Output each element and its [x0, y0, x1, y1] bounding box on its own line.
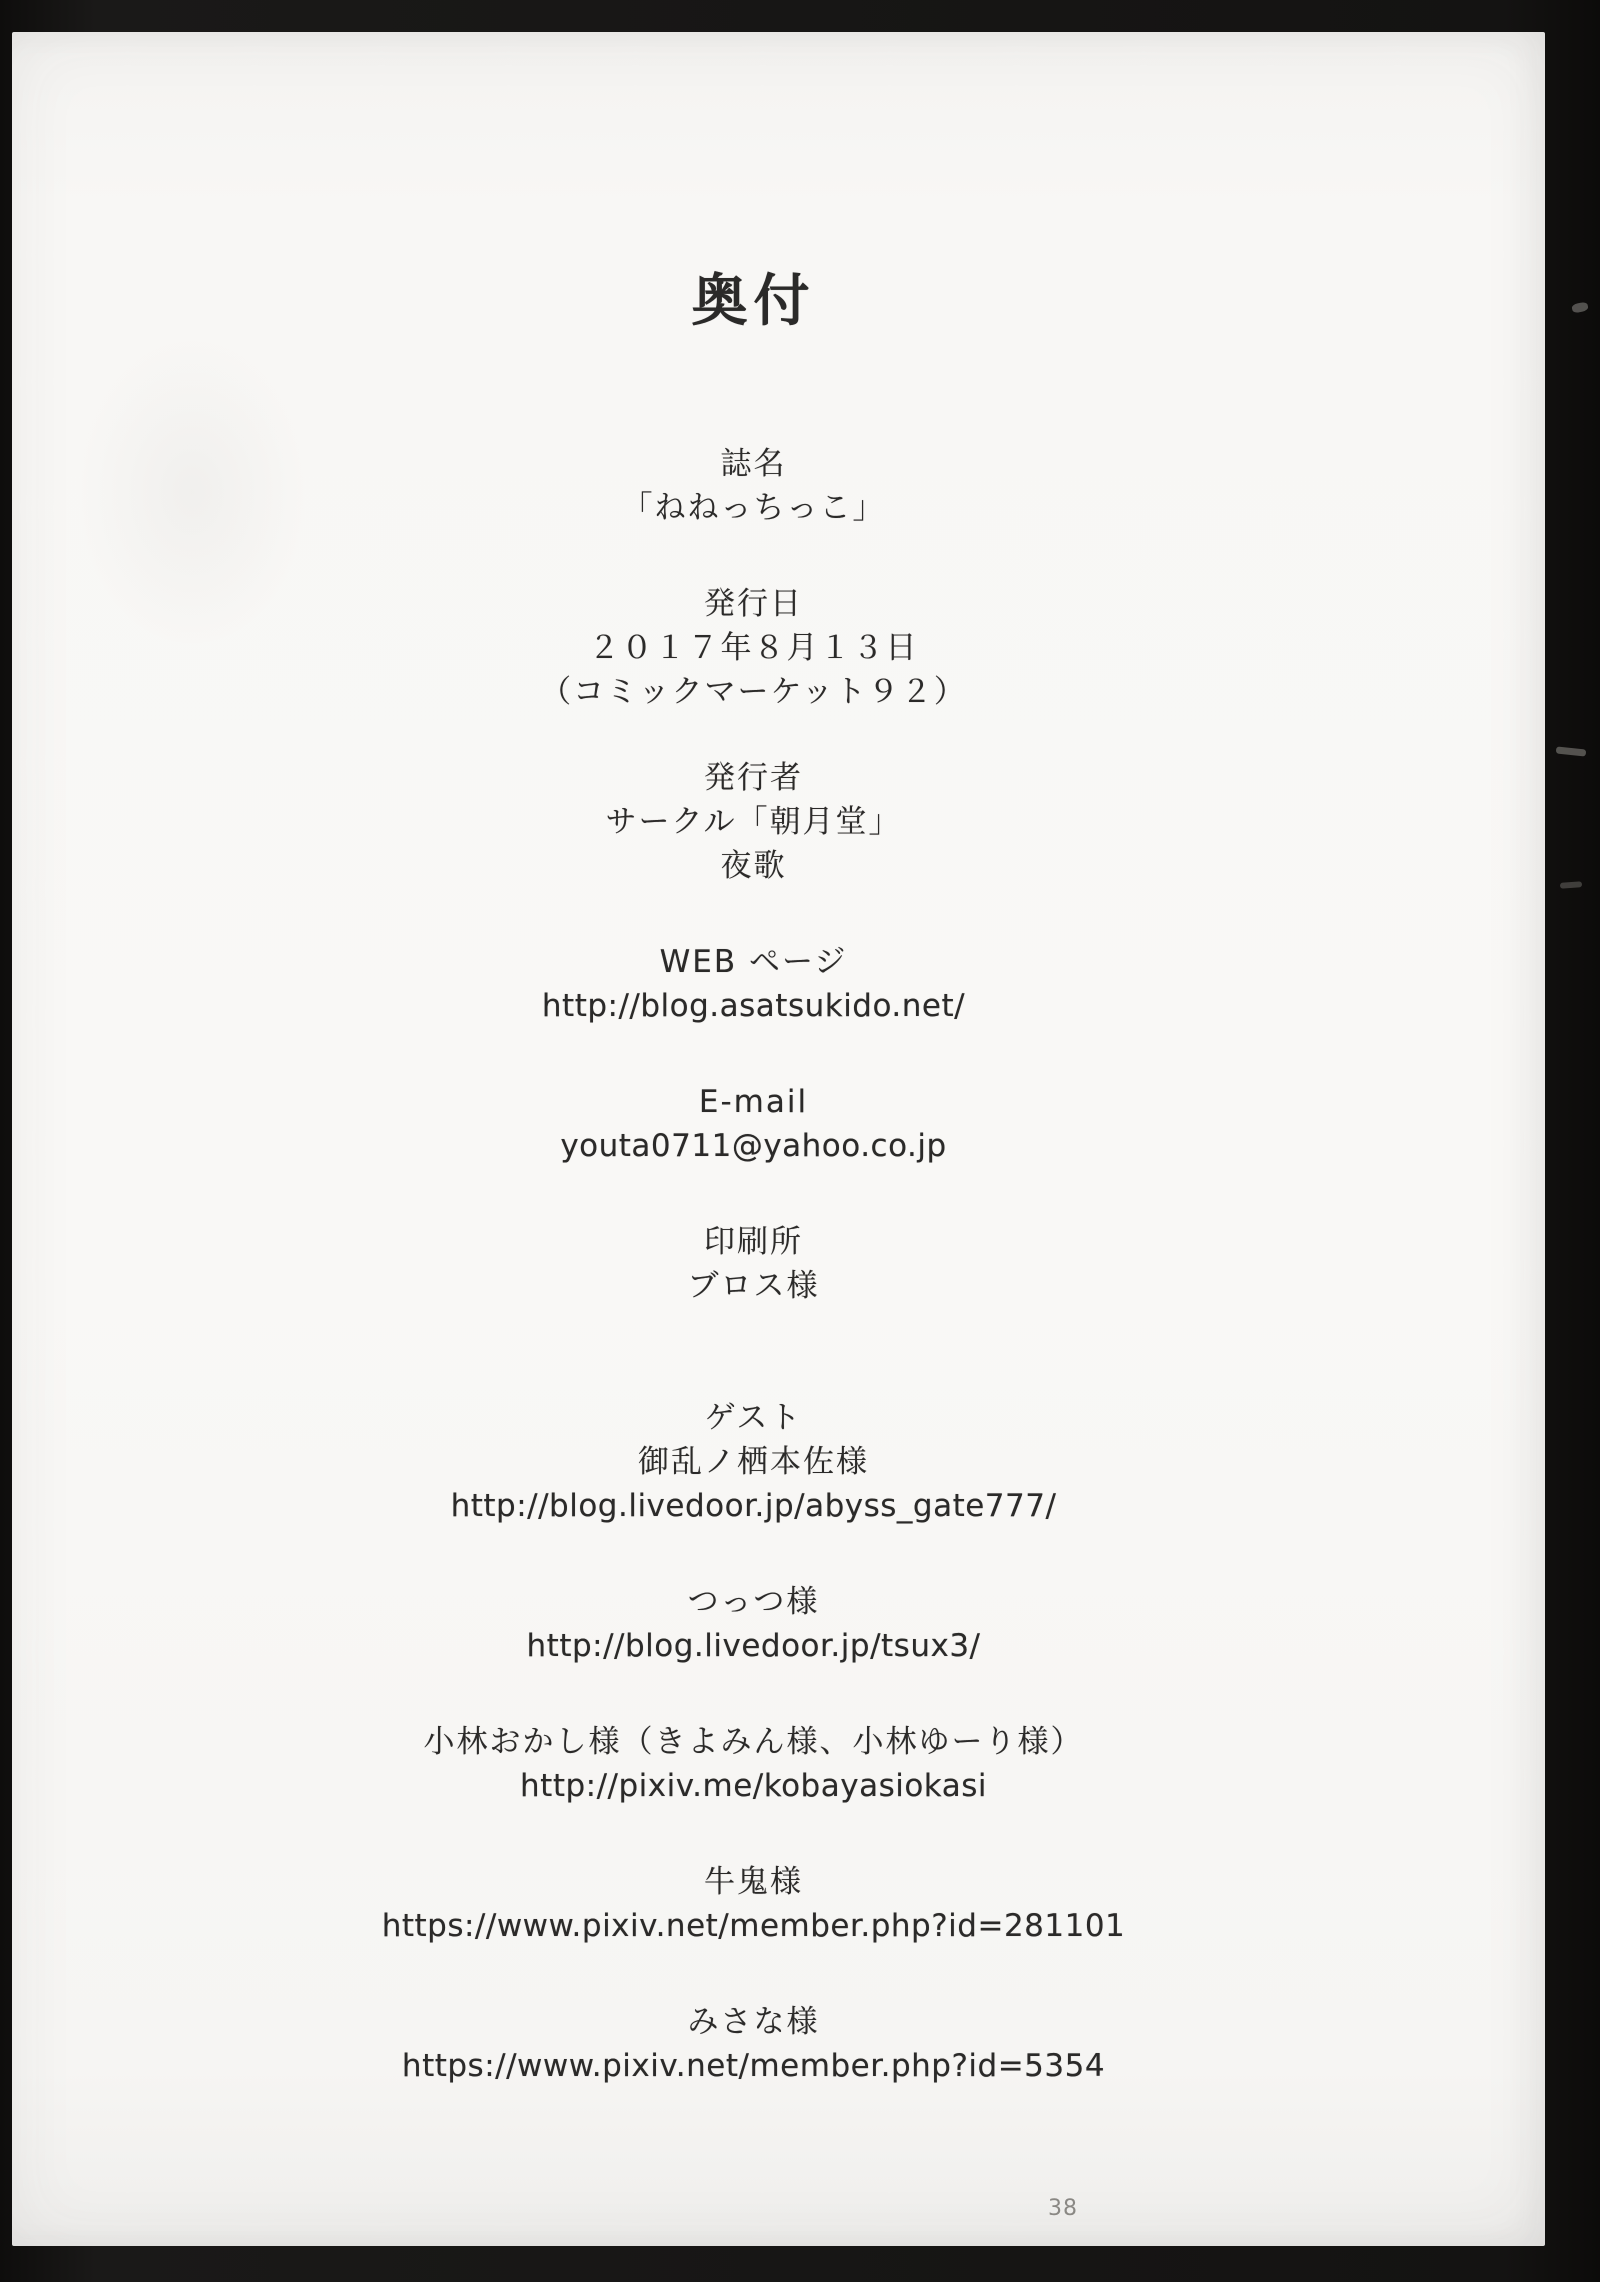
- email-address: youta0711@yahoo.co.jp: [560, 1128, 947, 1164]
- page-number: 38: [1048, 2196, 1078, 2221]
- guest-entry: [0, 1720, 1520, 1808]
- web-url: http://blog.asatsukido.net/: [541, 988, 966, 1024]
- guest-url: http://blog.livedoor.jp/abyss_gate777/: [450, 1488, 1057, 1524]
- scan-artifact: [1556, 746, 1587, 756]
- guest-url: http://pixiv.me/kobayasiokasi: [520, 1768, 987, 1804]
- section-printer: [0, 1220, 1520, 1308]
- publisher-circle: サークル「朝月堂」: [605, 804, 902, 840]
- publish-date-value: ２０１７年８月１３日: [588, 630, 919, 666]
- guest-name: 小林おかし様（きよみん様、小林ゆーり様）: [423, 1724, 1084, 1760]
- printer-label: 印刷所: [704, 1224, 803, 1260]
- publish-date-label: 発行日: [704, 586, 803, 622]
- guest-name: 牛鬼様: [704, 1864, 803, 1900]
- section-publisher: [0, 756, 1520, 888]
- guest-entry: [0, 1860, 1520, 1948]
- guest-url: https://www.pixiv.net/member.php?id=5354: [401, 2048, 1106, 2084]
- document-page: [12, 32, 1545, 2246]
- guest-url: https://www.pixiv.net/member.php?id=281101: [381, 1908, 1126, 1944]
- guest-name: みさな様: [687, 2004, 820, 2040]
- publisher-author: 夜歌: [720, 848, 787, 884]
- guest-entry: [0, 1580, 1520, 1668]
- section-email: [0, 1080, 1520, 1168]
- guest-entry: [0, 1440, 1520, 1528]
- scan-artifact: [1560, 881, 1582, 889]
- guests-label: ゲスト: [704, 1400, 803, 1436]
- guest-entry: [0, 2000, 1520, 2088]
- section-web: [0, 940, 1520, 1028]
- colophon-content: [0, 32, 1520, 2088]
- publisher-label: 発行者: [704, 760, 803, 796]
- email-label: E-mail: [698, 1084, 809, 1120]
- magazine-label: 誌名: [720, 446, 787, 482]
- section-guests: [0, 1396, 1520, 2088]
- publish-event: （コミックマーケット９２）: [540, 674, 967, 710]
- guest-name: つっつ様: [687, 1584, 820, 1620]
- scan-artifact: [1571, 301, 1589, 313]
- section-publish-date: [0, 582, 1520, 714]
- guest-url: http://blog.livedoor.jp/tsux3/: [526, 1628, 981, 1664]
- printer-name: ブロス様: [687, 1268, 820, 1304]
- magazine-title: 「ねねっちっこ」: [621, 490, 886, 526]
- section-magazine: [0, 442, 1520, 530]
- page-title: 奥付: [691, 269, 816, 334]
- web-label: WEB ページ: [659, 944, 848, 980]
- guest-name: 御乱ノ栖本佐様: [638, 1444, 869, 1480]
